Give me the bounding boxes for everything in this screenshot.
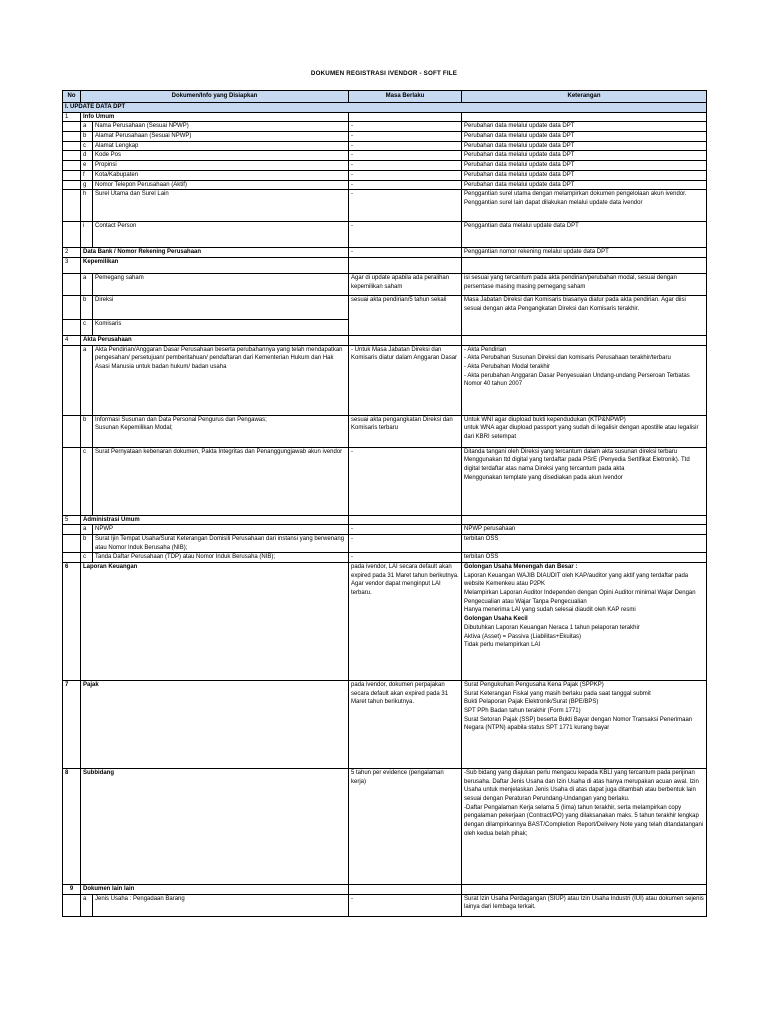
keterangan-cell: terbitan OSS	[462, 553, 707, 563]
group-row	[63, 885, 707, 895]
row-number: 4	[63, 335, 81, 345]
masa-cell: -	[349, 534, 462, 552]
row-number: 1	[63, 112, 81, 122]
doc-cell: Contact Person	[93, 222, 349, 248]
doc-cell: Nama Perusahaan (Sesuai NPWP)	[93, 122, 349, 132]
table-row	[63, 534, 707, 552]
doc-cell: Kota/Kabupaten	[93, 170, 349, 180]
doc-cell: Laporan Keuangan	[81, 563, 349, 681]
doc-cell: Subbidang	[81, 769, 349, 885]
table-row	[63, 563, 707, 681]
table-row	[63, 151, 707, 161]
keterangan-line: Bukti Pelaporan Pajak Elektronik/Surat (BPE/BPS)	[464, 699, 599, 706]
section-title: I. UPDATE DATA DPT	[63, 103, 707, 113]
sub-letter: i	[81, 222, 93, 248]
table-row	[63, 170, 707, 180]
group-label: Akta Perusahaan	[81, 335, 349, 345]
keterangan-cell: Surat Izin Usaha Perdagangan (SIUP) atau Izin Usaha Industri (IUI) atau dokumen sejenis lainya dari lembaga terkait.	[462, 894, 707, 916]
sub-letter: d	[81, 151, 93, 161]
header-masa-berlaku: Masa Berlaku	[349, 91, 462, 103]
keterangan-cell	[462, 681, 707, 769]
keterangan-cell	[462, 345, 707, 415]
table-row	[63, 894, 707, 916]
table-row	[63, 295, 707, 319]
keterangan-line: Ditanda tangani oleh Direksi yang tercantum dalam akta susunan direksi terbaru	[464, 448, 678, 455]
keterangan-line: SPT PPh Badan tahun terakhir (Form 1771)	[464, 708, 581, 715]
keterangan-cell: Perubahan data melalui update data DPT	[462, 170, 707, 180]
masa-cell: -	[349, 190, 462, 222]
keterangan-cell: Perubahan data melalui update data DPT	[462, 141, 707, 151]
header-dokumen: Dokumen/Info yang Disiapkan	[81, 91, 349, 103]
table-row	[63, 415, 707, 447]
table-row	[63, 161, 707, 171]
masa-line: Agar vendor dapat menginput LAI terbaru.	[351, 581, 441, 597]
sub-letter: e	[81, 161, 93, 171]
keterangan-cell: Masa Jabatan Direksi dan Komisaris biasanya diatur pada akta pendirian. Agar diisi sesuai dengan akta Pengangkatan Direksi dan Komisaris terakhir.	[462, 295, 707, 335]
masa-cell: sesuai akta pengangkatan Direksi dan Komisaris terbaru	[349, 415, 462, 447]
group-label: Info Umum	[81, 112, 349, 122]
masa-cell: Agar di update apabila ada peralihan kepemilikan saham	[349, 273, 462, 295]
masa-cell	[349, 563, 462, 681]
keterangan-cell	[462, 769, 707, 885]
keterangan-cell: Perubahan data melalui update data DPT	[462, 122, 707, 132]
keterangan-line: Menggunakan ttd digital yang terdaftar pada PSrE (Penyedia Sertifikat Eletronik). Ttd digital terdaftar atas nama Direksi yang tercantum pada akta	[464, 457, 690, 472]
doc-line: Informasi Susunan dan Data Personal Pengurus dan Pengawas;	[95, 416, 267, 423]
keterangan-line: Tidak perlu melampirkan LAI	[464, 642, 541, 649]
doc-cell: Data Bank / Nomor Rekening Perusahaan	[81, 248, 349, 258]
masa-cell: -	[349, 170, 462, 180]
group-row	[63, 335, 707, 345]
masa-cell: 5 tahun per evidence (pengalaman kerja)	[349, 769, 462, 885]
keterangan-line: Melampirkan Laporan Auditor Independen dengan Opini Auditor minimal Wajar Dengan Pengecualian atau Wajar Tanpa Pengecualian	[464, 590, 696, 605]
row-number: 7	[63, 681, 81, 769]
document-title: DOKUMEN REGISTRASI IVENDOR - SOFT FILE	[310, 70, 458, 77]
keterangan-cell: Perubahan data melalui update data DPT	[462, 180, 707, 190]
group-row	[63, 112, 707, 122]
sub-letter: a	[81, 345, 93, 415]
keterangan-cell	[462, 563, 707, 681]
table-row	[63, 769, 707, 885]
group-row	[63, 515, 707, 525]
keterangan-line: -Sub bidang yang diajukan perlu mengacu kepada KBLI yang tercantum pada perijinan berusaha. Daftar Jenis Usaha dan Izin Usaha di atas hanya merupakan acuan awal. Izin Usaha untuk menjelaskan Jenis Usaha di atas dapat juga ditambah atau berbentuk lain sesuai dengan Peraturan Perundang-Undangan yang berlaku.	[464, 770, 699, 803]
masa-cell: - Untuk Masa Jabatan Direksi dan Komisaris diatur dalam Anggaran Dasar	[349, 345, 462, 415]
sub-letter: f	[81, 170, 93, 180]
masa-cell: pada ivendor, dokumen perpajakan secara default akan expired pada 31 Maret tahun berikutnya.	[349, 681, 462, 769]
sub-letter: g	[81, 180, 93, 190]
row-number: 9	[63, 885, 81, 895]
table-row	[63, 190, 707, 222]
keterangan-cell: isi sesuai yang tercantum pada akta pendirian/perubahan modal, sesuai dengan persentase masing masing pemegang saham	[462, 273, 707, 295]
table-row	[63, 345, 707, 415]
doc-line: Susunan Kepemilikan Modal;	[95, 425, 173, 432]
masa-cell: sesuai akta pendirian/5 tahun sekali	[349, 295, 462, 335]
row-number: 5	[63, 515, 81, 525]
keterangan-line: Menggunakan template yang disediakan pada akun ivendor	[464, 474, 623, 481]
masa-line: pada ivendor, LAI secara default akan expired pada 31 Maret tahun berikutnya.	[351, 564, 459, 579]
masa-cell: -	[349, 132, 462, 142]
row-number: 3	[63, 257, 81, 273]
keterangan-cell: Penggantian nomor rekening melalui update data DPT	[462, 248, 707, 258]
masa-cell: -	[349, 122, 462, 132]
keterangan-line: - Akta Perubahan Susunan Direksi dan komisaris Perusahaan terakhir/terbaru	[464, 355, 671, 362]
doc-cell: Alamat Lengkap	[93, 141, 349, 151]
sub-letter: b	[81, 132, 93, 142]
keterangan-line: Penggantian surel lain dapat dilakukan melalui update data ivendor	[464, 199, 643, 206]
masa-cell: -	[349, 141, 462, 151]
keterangan-line: Laporan Keuangan WAJIB DIAUDIT oleh KAP/auditor yang aktif yang terdaftar pada website Kemenkeu atau P2PK	[464, 572, 689, 588]
doc-cell: Komisaris	[93, 319, 349, 335]
sub-letter: a	[81, 894, 93, 916]
table-row	[63, 553, 707, 563]
table-row	[63, 141, 707, 151]
keterangan-cell: NPWP perusahaan	[462, 525, 707, 535]
doc-cell: Surel Utama dan Surel Lain	[93, 190, 349, 222]
doc-cell: Surat Pernyataan kebenaran dokumen, Pakta Integritas dan Penanggungjawab akun ivendor	[93, 447, 349, 515]
keterangan-line: Surat Setoran Pajak (SSP) beserta Bukti Bayar dengan Nomor Transaksi Penerimaan Negara (NTPN) apabila status SPT 1771 kurang bayar	[464, 716, 693, 732]
keterangan-line: - Akta Pendirian	[464, 346, 507, 353]
section-row	[63, 103, 707, 113]
masa-cell: -	[349, 222, 462, 248]
keterangan-cell: Perubahan data melalui update data DPT	[462, 132, 707, 142]
keterangan-line: Surat Keterangan Fiskal yang masih berlaku pada saat tanggal submit	[464, 690, 651, 697]
sub-letter: a	[81, 525, 93, 535]
sub-letter: c	[81, 141, 93, 151]
masa-cell: -	[349, 894, 462, 916]
masa-cell: -	[349, 447, 462, 515]
group-label: Administrasi Umum	[81, 515, 349, 525]
sub-letter: b	[81, 534, 93, 552]
keterangan-cell: Perubahan data melalui update data DPT	[462, 151, 707, 161]
keterangan-line: Untuk WNI agar diupload bukti kependudukan (KTP&NPWP)	[464, 416, 626, 423]
masa-cell: -	[349, 151, 462, 161]
table-row	[63, 122, 707, 132]
keterangan-heading: Golongan Usaha Kecil	[464, 616, 528, 623]
sub-letter: a	[81, 273, 93, 295]
keterangan-line: Hanya menerima LAI yang sudah selesai diaudit oleh KAP resmi	[464, 607, 636, 614]
keterangan-cell: Penggantian data melalui update data DPT	[462, 222, 707, 248]
table-row	[63, 525, 707, 535]
keterangan-cell	[462, 190, 707, 222]
doc-cell: Surat Ijin Tempat Usaha/Surat Keterangan Domisili Perusahaan dari instansi yang berwenang atau Nomor Induk Berusaha (NIB);	[93, 534, 349, 552]
doc-cell: NPWP	[93, 525, 349, 535]
masa-cell: -	[349, 525, 462, 535]
keterangan-heading: Golongan Usaha Menengah dan Besar :	[464, 564, 578, 570]
masa-cell: -	[349, 161, 462, 171]
keterangan-line: -Daftar Pengalaman Kerja selama 5 (lima) tahun terakhir, serta melampirkan copy pengalaman pekerjaan (Contract/PO) yang dilaksanakan maks. 5 tahun terakhir lengkap dengan dilampirkannya BAST/Completion Report/Delivery Note yang telah ditandatangani oleh kedua belah pihak;	[464, 804, 704, 837]
masa-cell: -	[349, 248, 462, 258]
masa-cell: -	[349, 553, 462, 563]
header-keterangan: Keterangan	[462, 91, 707, 103]
keterangan-line: - Akta Perubahan Modal terakhir	[464, 363, 551, 370]
keterangan-line: untuk WNA agar diupload passport yang sudah di legalisir dengan apostille atau legalisir dari KBRI setempat	[464, 425, 699, 440]
registration-table	[62, 90, 707, 917]
row-number: 6	[63, 563, 81, 681]
doc-cell: Tanda Daftar Perusahaan (TDP) atau Nomor Induk Berusaha (NIB);	[93, 553, 349, 563]
keterangan-line: Surat Pengukuhan Pengusaha Kena Pajak (SPPKP)	[464, 682, 604, 688]
keterangan-line: - Akta perubahan Anggaran Dasar Penyesuaian Undang-undang Perseroan Terbatas Nomor 40 tahun 2007	[464, 372, 690, 388]
table-row	[63, 681, 707, 769]
table-row	[63, 132, 707, 142]
doc-cell: Akta Pendirian/Anggaran Dasar Perusahaan beserta perubahannya yang telah mendapatkan pengesahan/ persetujuan/ pemberitahuan/ pendaftaran dari Kementerian Hukum dan Hak Asasi Manusia untuk badan hukum/ badan usaha	[93, 345, 349, 415]
keterangan-cell: Perubahan data melalui update data DPT	[462, 161, 707, 171]
doc-cell	[93, 415, 349, 447]
table-row	[63, 447, 707, 515]
table-row	[63, 248, 707, 258]
doc-cell: Direksi	[93, 295, 349, 319]
header-no: No	[63, 91, 81, 103]
table-row	[63, 273, 707, 295]
doc-cell: Alamat Perusahaan (Sesuai NPWP)	[93, 132, 349, 142]
sub-letter: b	[81, 415, 93, 447]
keterangan-line: Penggantian surel utama dengan melampirkan dokumen pengelolaan akun ivendor.	[464, 191, 687, 198]
sub-letter: h	[81, 190, 93, 222]
header-row	[63, 91, 707, 103]
keterangan-line: Dibutuhkan Laporan Keuangan Neraca 1 tahun pelaporan terakhir	[464, 624, 640, 631]
group-row	[63, 257, 707, 273]
group-label: Dokumen lain lain	[81, 885, 349, 895]
keterangan-cell	[462, 447, 707, 515]
doc-cell: Pemegang saham	[93, 273, 349, 295]
table-row	[63, 180, 707, 190]
sub-letter: c	[81, 447, 93, 515]
table-row	[63, 222, 707, 248]
sub-letter: a	[81, 122, 93, 132]
sub-letter: c	[81, 553, 93, 563]
doc-cell: Propinsi	[93, 161, 349, 171]
row-number: 2	[63, 248, 81, 258]
keterangan-line: Aktiva (Asset) = Passiva (Liabilitas+Ekuitas)	[464, 633, 582, 640]
keterangan-cell: terbitan OSS	[462, 534, 707, 552]
doc-cell: Pajak	[81, 681, 349, 769]
doc-cell: Jenis Usaha : Pengadaan Barang	[93, 894, 349, 916]
doc-cell: Kode Pos	[93, 151, 349, 161]
masa-cell: -	[349, 180, 462, 190]
row-number: 8	[63, 769, 81, 885]
doc-cell: Nomor Telepon Perusahaan (Aktif)	[93, 180, 349, 190]
keterangan-cell	[462, 415, 707, 447]
group-label: Kepemilikan	[81, 257, 349, 273]
sub-letter: c	[81, 319, 93, 335]
sub-letter: b	[81, 295, 93, 319]
